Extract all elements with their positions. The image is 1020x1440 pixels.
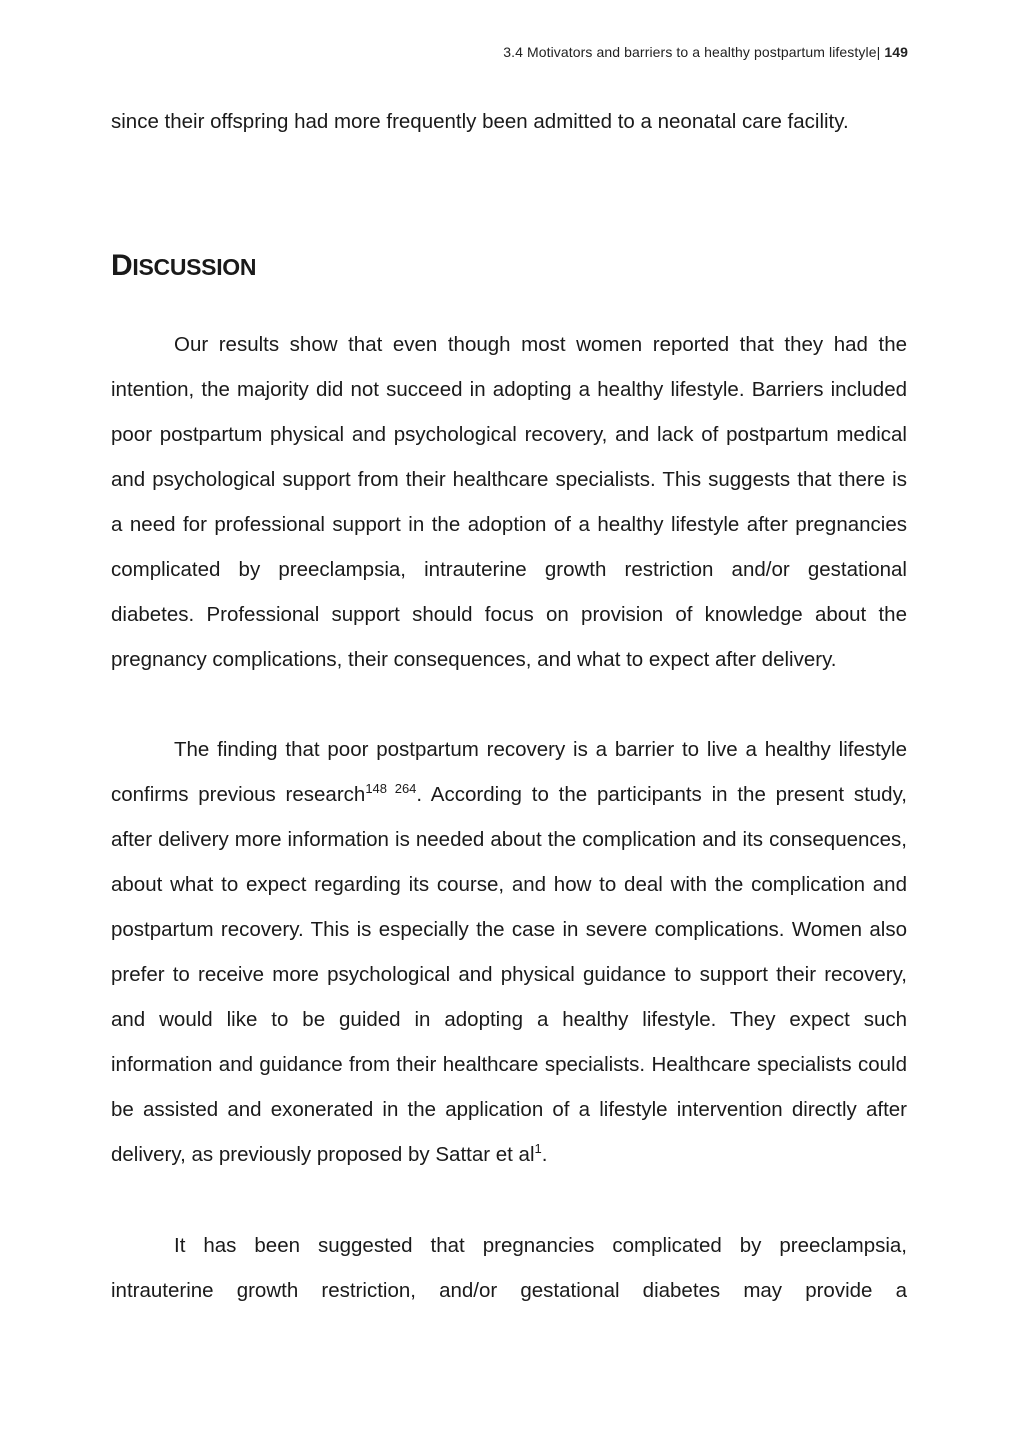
discussion-paragraph-3: It has been suggested that pregnancies complicated by preeclampsia, intrauterine growth restriction, and/or gestational diabetes may provide a xyxy=(111,1234,907,1302)
citation-148-264: 148 264 xyxy=(365,781,417,797)
paragraph-2-text-a: The finding that poor postpartum recovery is a barrier to live a healthy lifestyle confirms previous research xyxy=(111,738,907,806)
section-heading-discussion xyxy=(111,246,256,287)
discussion-paragraph-2 xyxy=(111,727,907,1177)
running-title: 3.4 Motivators and barriers to a healthy postpartum lifestyle| xyxy=(503,44,881,60)
intro-paragraph: since their offspring had more frequently been admitted to a neonatal care facility. xyxy=(111,110,849,133)
heading-initial: D xyxy=(111,249,133,282)
paragraph-2-text-c: . xyxy=(541,1143,548,1166)
page-number: 149 xyxy=(884,44,908,60)
discussion-paragraph-1: Our results show that even though most women reported that they had the intention, the majority did not succeed in adopting a healthy lifestyle. Barriers included poor postpartum physical and psychological recovery, and lack of postpartum medical and psychological support from their healthcare specialists. This suggests that there is a need for professional support in the adoption of a healthy lifestyle after pregnancies complicated by preeclampsia, intrauterine growth restriction and/or gestational diabetes. Professional support should focus on provision of knowledge about the pregnancy complications, their consequences, and what to expect after delivery. xyxy=(111,333,907,671)
paragraph-2-text-b: . According to the participants in the present study, after delivery more information is needed about the complication and its consequences, about what to expect regarding its course, and how to deal with the complication and postpartum recovery. This is especially the case in severe complications. Women also prefer to receive more psychological and physical guidance to support their recovery, and would like to be guided in adopting a healthy lifestyle. They expect such information and guidance from their healthcare specialists. Healthcare specialists could be assisted and exonerated in the application of a lifestyle intervention directly after delivery, as previously proposed by Sattar et al xyxy=(111,783,908,1166)
heading-rest: ISCUSSION xyxy=(132,254,257,280)
citation-1: 1 xyxy=(534,1141,542,1157)
running-header xyxy=(503,44,908,60)
